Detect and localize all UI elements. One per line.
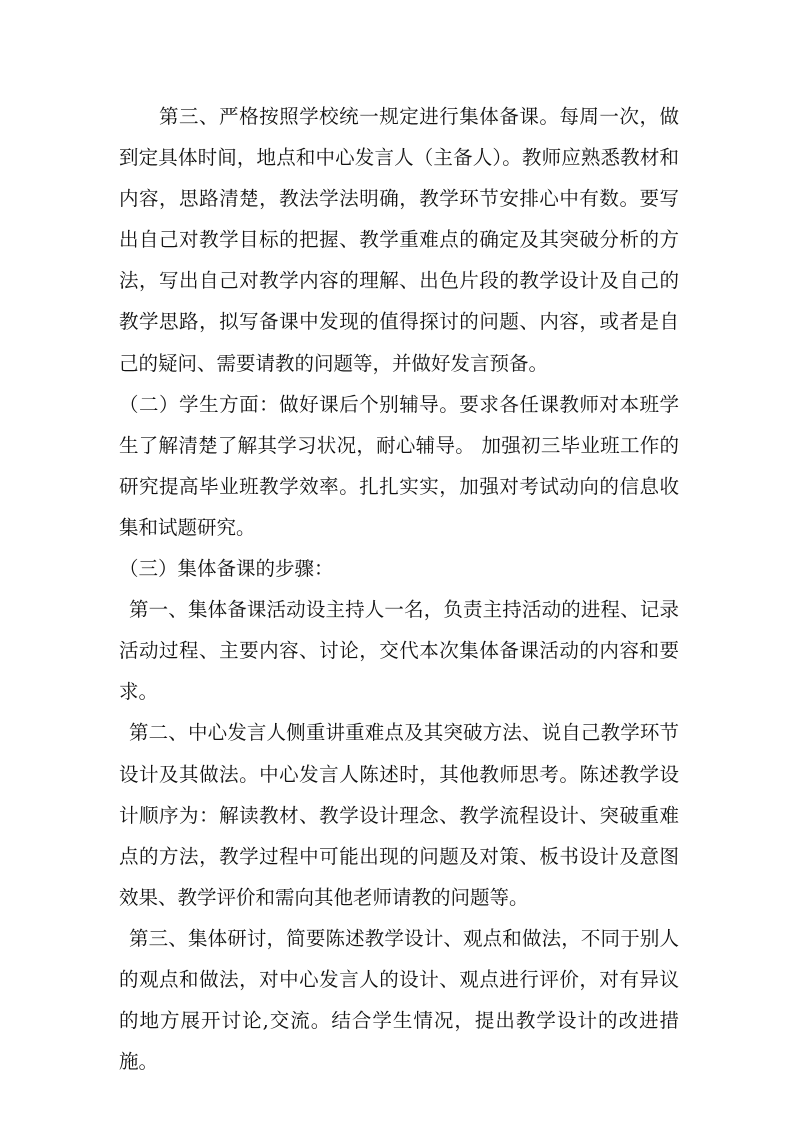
- paragraph-step-three: 第三、集体研讨，简要陈述教学设计、观点和做法，不同于别人的观点和做法，对中心发言人的设计、观点进行评价，对有异议的地方展开讨论,交流。结合学生情况，提出教学设计的改进措施。: [119, 926, 679, 1074]
- paragraph-third-collective-prep: 第三、严格按照学校统一规定进行集体备课。每周一次，做到定具体时间，地点和中心发言人（主备人）。教师应熟悉教材和内容，思路清楚，教法学法明确，教学环节安排心中有数。要写出自己对教学目标的把握、教学重难点的确定及其突破分析的方法，写出自己对教学内容的理解、出色片段的教学设计及自己的教学思路，拟写备课中发现的值得探讨的问题、内容，或者是自己的疑问、需要请教的问题等，并做好发言预备。: [119, 105, 679, 375]
- paragraph-student-aspect: （二）学生方面：做好课后个别辅导。要求各任课教师对本班学生了解清楚了解其学习状况，耐心辅导。 加强初三毕业班工作的研究提高毕业班教学效率。扎扎实实，加强对考试动向的信息收集和试题研究。: [119, 392, 679, 539]
- section-heading-steps: （三）集体备课的步骤：: [119, 557, 334, 581]
- paragraph-step-two: 第二、中心发言人侧重讲重难点及其突破方法、说自己教学环节设计及其做法。中心发言人陈述时，其他教师思考。陈述教学设计顺序为：解读教材、教学设计理念、教学流程设计、突破重难点的方法，教学过程中可能出现的问题及对策、板书设计及意图效果、教学评价和需向其他老师请教的问题等。: [119, 721, 679, 909]
- paragraph-step-one: 第一、集体备课活动设主持人一名，负责主持活动的进程、记录活动过程、主要内容、讨论，交代本次集体备课活动的内容和要求。: [119, 598, 679, 704]
- document-body: [119, 96, 679, 1082]
